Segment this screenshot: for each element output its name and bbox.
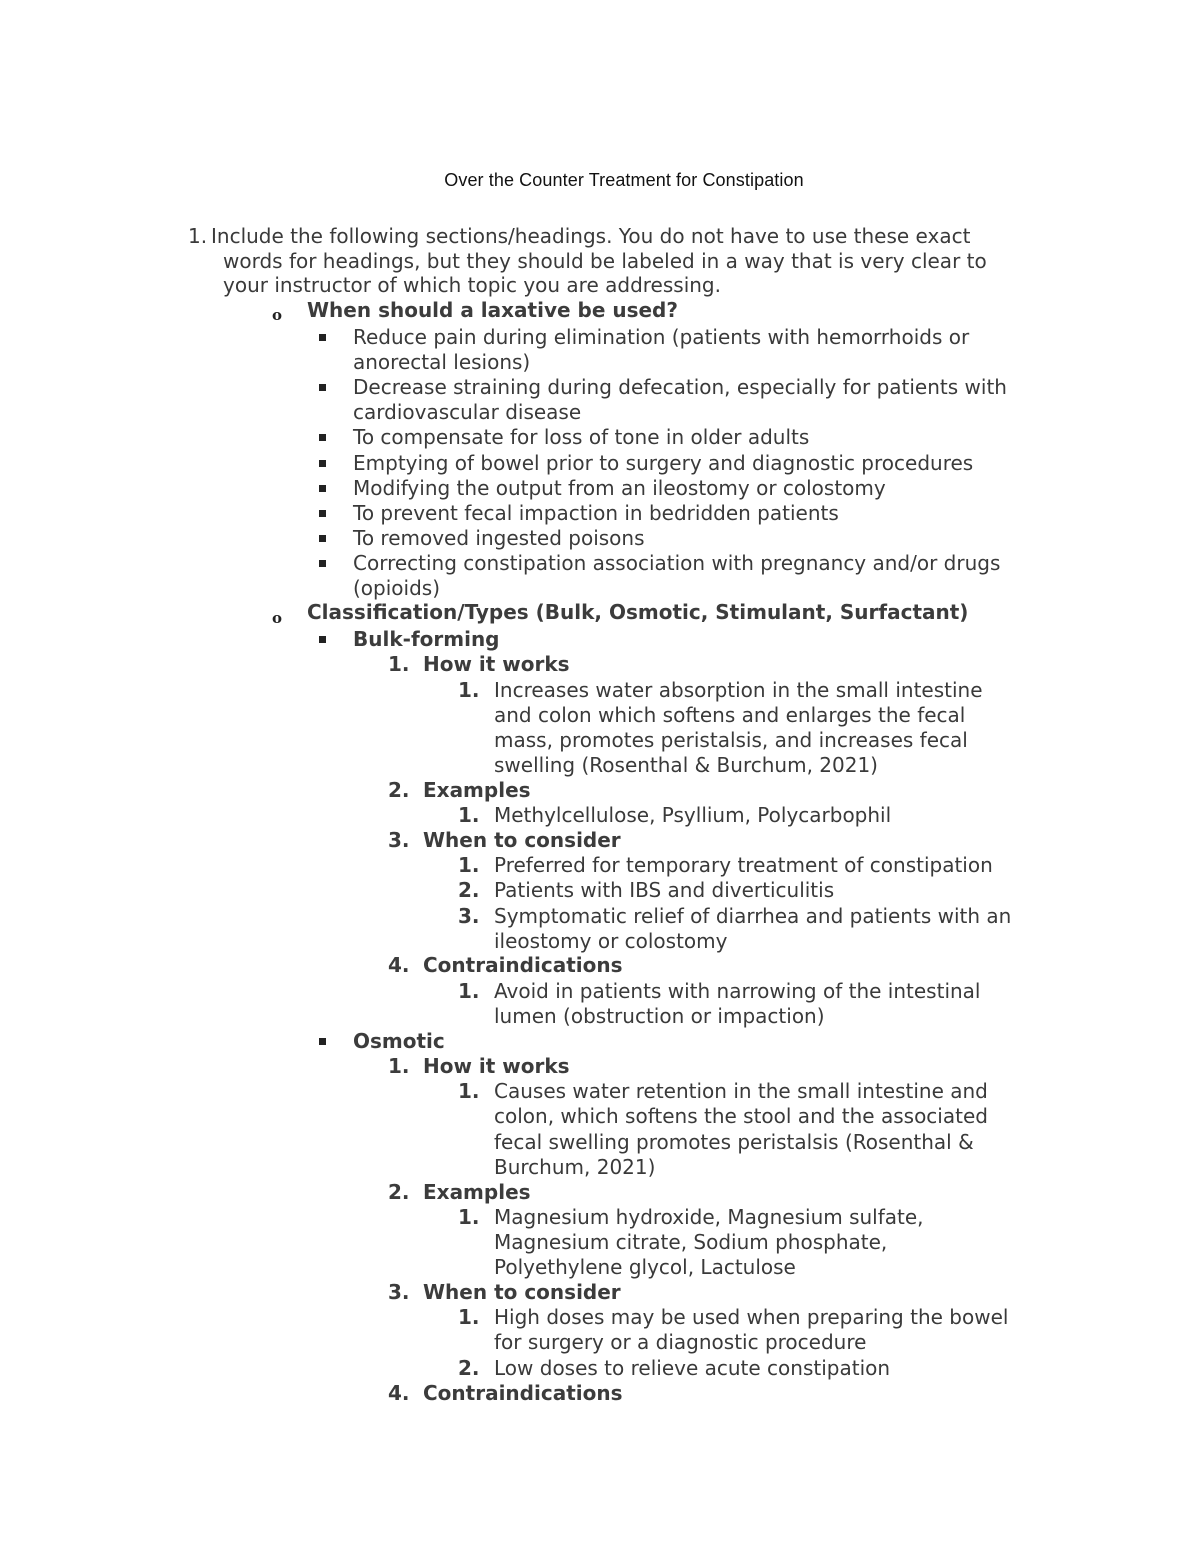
list-item: Magnesium hydroxide, Magnesium sulfate, [494, 1205, 924, 1229]
list-item: Burchum, 2021) [494, 1155, 656, 1179]
bullet-item-text: (opioids) [353, 575, 441, 600]
square-bullet-icon [319, 560, 326, 567]
section-heading: Classification/Types (Bulk, Osmotic, Stimulant, Surfactant) [307, 600, 969, 624]
bullet-item-text: To compensate for loss of tone in older adults [353, 425, 810, 450]
square-bullet-icon [319, 460, 326, 467]
section-heading: When should a laxative be used? [307, 298, 678, 322]
subsection-heading: Osmotic [353, 1029, 445, 1053]
bullet-item-text: Emptying of bowel prior to surgery and diagnostic procedures [353, 450, 974, 475]
square-bullet-icon [319, 1038, 326, 1045]
list-number: 2. [388, 1180, 410, 1204]
bullet-item-text: cardiovascular disease [353, 400, 582, 425]
list-number: 1. [458, 853, 480, 877]
list-number: 2. [458, 1356, 480, 1380]
topic-heading: When to consider [423, 828, 621, 852]
list-number: 3. [388, 828, 410, 852]
bullet-item-text: Correcting constipation association with pregnancy and/or drugs [353, 550, 1001, 575]
list-item: Preferred for temporary treatment of constipation [494, 853, 993, 877]
list-number: 1. [388, 1054, 410, 1078]
square-bullet-icon [319, 384, 326, 391]
list-item: swelling (Rosenthal & Burchum, 2021) [494, 753, 878, 777]
square-bullet-icon [319, 485, 326, 492]
list-item: Low doses to relieve acute constipation [494, 1356, 891, 1380]
list-number: 1. [188, 224, 208, 248]
list-item: ileostomy or colostomy [494, 929, 728, 953]
list-number: 3. [388, 1280, 410, 1304]
list-item: for surgery or a diagnostic procedure [494, 1330, 867, 1354]
square-bullet-icon [319, 434, 326, 441]
topic-heading: Contraindications [423, 953, 623, 977]
list-item: Causes water retention in the small intestine and [494, 1079, 988, 1103]
bullet-marker: o [272, 609, 283, 627]
list-number: 1. [458, 803, 480, 827]
list-item: Avoid in patients with narrowing of the intestinal [494, 979, 981, 1003]
list-number: 3. [458, 904, 480, 928]
list-number: 1. [458, 678, 480, 702]
instruction-line: words for headings, but they should be labeled in a way that is very clear to [223, 249, 987, 273]
bullet-item-text: anorectal lesions) [353, 350, 531, 374]
bullet-item-text: Modifying the output from an ileostomy or colostomy [353, 475, 886, 500]
subsection-heading: Bulk-forming [353, 627, 500, 651]
list-item: colon, which softens the stool and the associated [494, 1104, 988, 1128]
square-bullet-icon [319, 535, 326, 542]
topic-heading: Examples [423, 1180, 531, 1204]
document-title: Over the Counter Treatment for Constipation [444, 170, 804, 190]
list-item: mass, promotes peristalsis, and increases fecal [494, 728, 968, 752]
list-number: 1. [458, 1079, 480, 1103]
bullet-item-text: To removed ingested poisons [353, 525, 645, 550]
topic-heading: How it works [423, 1054, 570, 1078]
list-number: 2. [388, 778, 410, 802]
list-item: Patients with IBS and diverticulitis [494, 878, 835, 902]
list-item: Magnesium citrate, Sodium phosphate, [494, 1230, 888, 1254]
list-number: 4. [388, 953, 410, 977]
instruction-line: Include the following sections/headings. You do not have to use these exact [211, 224, 971, 248]
list-item: lumen (obstruction or impaction) [494, 1004, 825, 1028]
bullet-marker: o [272, 306, 283, 324]
topic-heading: Contraindications [423, 1381, 623, 1405]
list-number: 1. [388, 652, 410, 676]
topic-heading: How it works [423, 652, 570, 676]
instruction-line: your instructor of which topic you are addressing. [223, 273, 721, 297]
list-item: Polyethylene glycol, Lactulose [494, 1255, 796, 1279]
square-bullet-icon [319, 636, 326, 643]
list-number: 1. [458, 979, 480, 1003]
list-item: and colon which softens and enlarges the fecal [494, 703, 966, 727]
list-item: fecal swelling promotes peristalsis (Rosenthal & [494, 1130, 974, 1154]
topic-heading: When to consider [423, 1280, 621, 1304]
bullet-item-text: To prevent fecal impaction in bedridden patients [353, 500, 839, 525]
square-bullet-icon [319, 334, 326, 341]
list-number: 1. [458, 1205, 480, 1229]
list-item: High doses may be used when preparing the bowel [494, 1305, 1009, 1329]
bullet-item-text: Decrease straining during defecation, especially for patients with [353, 375, 1007, 400]
list-number: 1. [458, 1305, 480, 1329]
list-item: Increases water absorption in the small intestine [494, 678, 983, 702]
list-number: 4. [388, 1381, 410, 1405]
list-item: Methylcellulose, Psyllium, Polycarbophil [494, 803, 892, 827]
square-bullet-icon [319, 510, 326, 517]
bullet-item-text: Reduce pain during elimination (patients with hemorrhoids or [353, 325, 970, 349]
topic-heading: Examples [423, 778, 531, 802]
list-number: 2. [458, 878, 480, 902]
list-item: Symptomatic relief of diarrhea and patients with an [494, 904, 1012, 928]
